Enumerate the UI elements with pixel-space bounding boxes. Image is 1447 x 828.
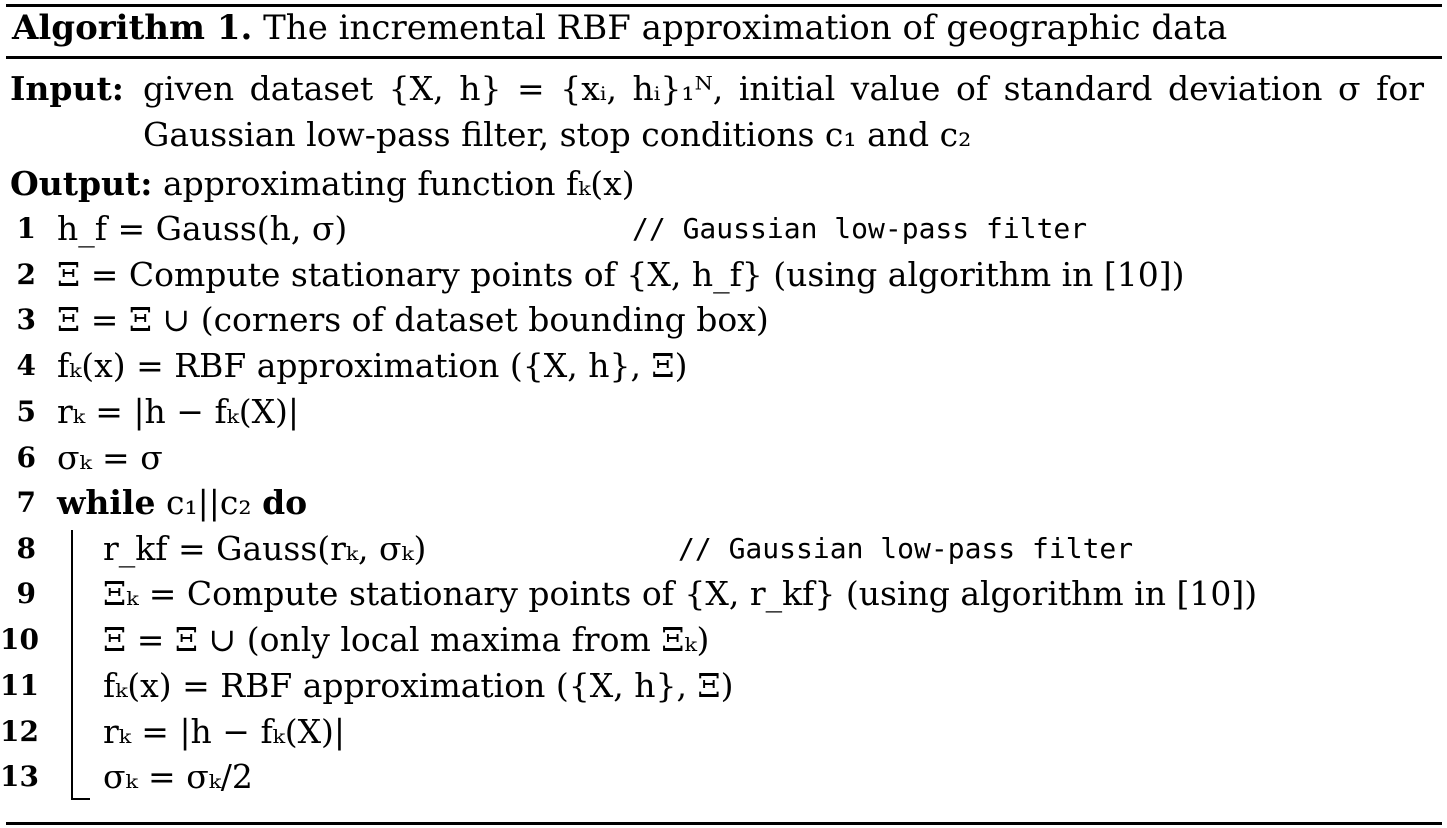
algorithm-line <box>0 709 1440 755</box>
line-statement: Ξ = Ξ ∪ (only local maxima from Ξₖ) <box>103 620 710 659</box>
algorithm-line <box>0 389 1440 435</box>
line-number: 7 <box>16 486 36 519</box>
line-number: 1 <box>16 212 36 245</box>
line-statement: Ξ = Ξ ∪ (corners of dataset bounding box) <box>57 300 769 339</box>
algorithm-line <box>0 343 1440 389</box>
algorithm-line <box>0 617 1440 663</box>
line-number: 3 <box>16 303 36 336</box>
line-statement: Ξ = Compute stationary points of {X, h_f} (using algorithm in [10]) <box>57 255 1185 294</box>
line-statement: rₖ = |h − fₖ(X)| <box>57 392 300 431</box>
output-label: Output: <box>10 164 153 203</box>
line-number: 11 <box>0 669 39 702</box>
algorithm-line <box>0 297 1440 343</box>
line-statement: fₖ(x) = RBF approximation ({X, h}, Ξ) <box>103 666 734 705</box>
bottom-rule <box>6 822 1442 825</box>
line-comment: // Gaussian low-pass filter <box>678 532 1134 565</box>
line-statement: r_kf = Gauss(rₖ, σₖ) <box>103 529 427 568</box>
algorithm-line <box>0 571 1440 617</box>
line-number: 2 <box>16 258 36 291</box>
output-description: approximating function fₖ(x) <box>152 164 635 203</box>
line-number: 13 <box>0 760 39 793</box>
algorithm-caption <box>12 5 1227 51</box>
algorithm-line <box>0 206 1440 252</box>
line-statement: h_f = Gauss(h, σ) <box>57 209 348 248</box>
loop-condition: c₁||c₂ <box>155 483 263 522</box>
input-description: given dataset {X, h} = {xᵢ, hᵢ}₁ᴺ, initial value of standard deviation σ for Gaussian low-pass filter, stop conditions c₁ and c₂ <box>143 69 1424 154</box>
line-statement: σₖ = σ <box>57 438 163 477</box>
algorithm-line <box>0 480 1440 526</box>
line-number: 9 <box>16 577 36 610</box>
line-number: 10 <box>0 623 39 656</box>
line-statement: Ξₖ = Compute stationary points of {X, r_kf} (using algorithm in [10]) <box>103 574 1258 613</box>
caption-rule <box>6 56 1442 59</box>
output-section <box>10 161 635 207</box>
line-number: 5 <box>16 395 36 428</box>
line-comment: // Gaussian low-pass filter <box>632 212 1088 245</box>
line-statement <box>57 480 307 526</box>
input-label: Input: <box>10 69 124 108</box>
algorithm-line <box>0 663 1440 709</box>
keyword-do: do <box>262 483 308 522</box>
line-number: 8 <box>16 532 36 565</box>
line-statement: rₖ = |h − fₖ(X)| <box>103 712 346 751</box>
keyword-while: while <box>57 483 156 522</box>
line-number: 12 <box>0 715 39 748</box>
line-statement: fₖ(x) = RBF approximation ({X, h}, Ξ) <box>57 346 688 385</box>
line-number: 4 <box>16 349 36 382</box>
algorithm-line <box>0 754 1440 800</box>
algorithm-line <box>0 526 1440 572</box>
algorithm-line <box>0 252 1440 298</box>
algorithm-label: Algorithm 1. <box>12 8 253 48</box>
line-number: 6 <box>16 441 36 474</box>
line-statement: σₖ = σₖ/2 <box>103 757 253 796</box>
algorithm-line <box>0 435 1440 481</box>
algorithm-title: The incremental RBF approximation of geographic data <box>252 8 1228 48</box>
